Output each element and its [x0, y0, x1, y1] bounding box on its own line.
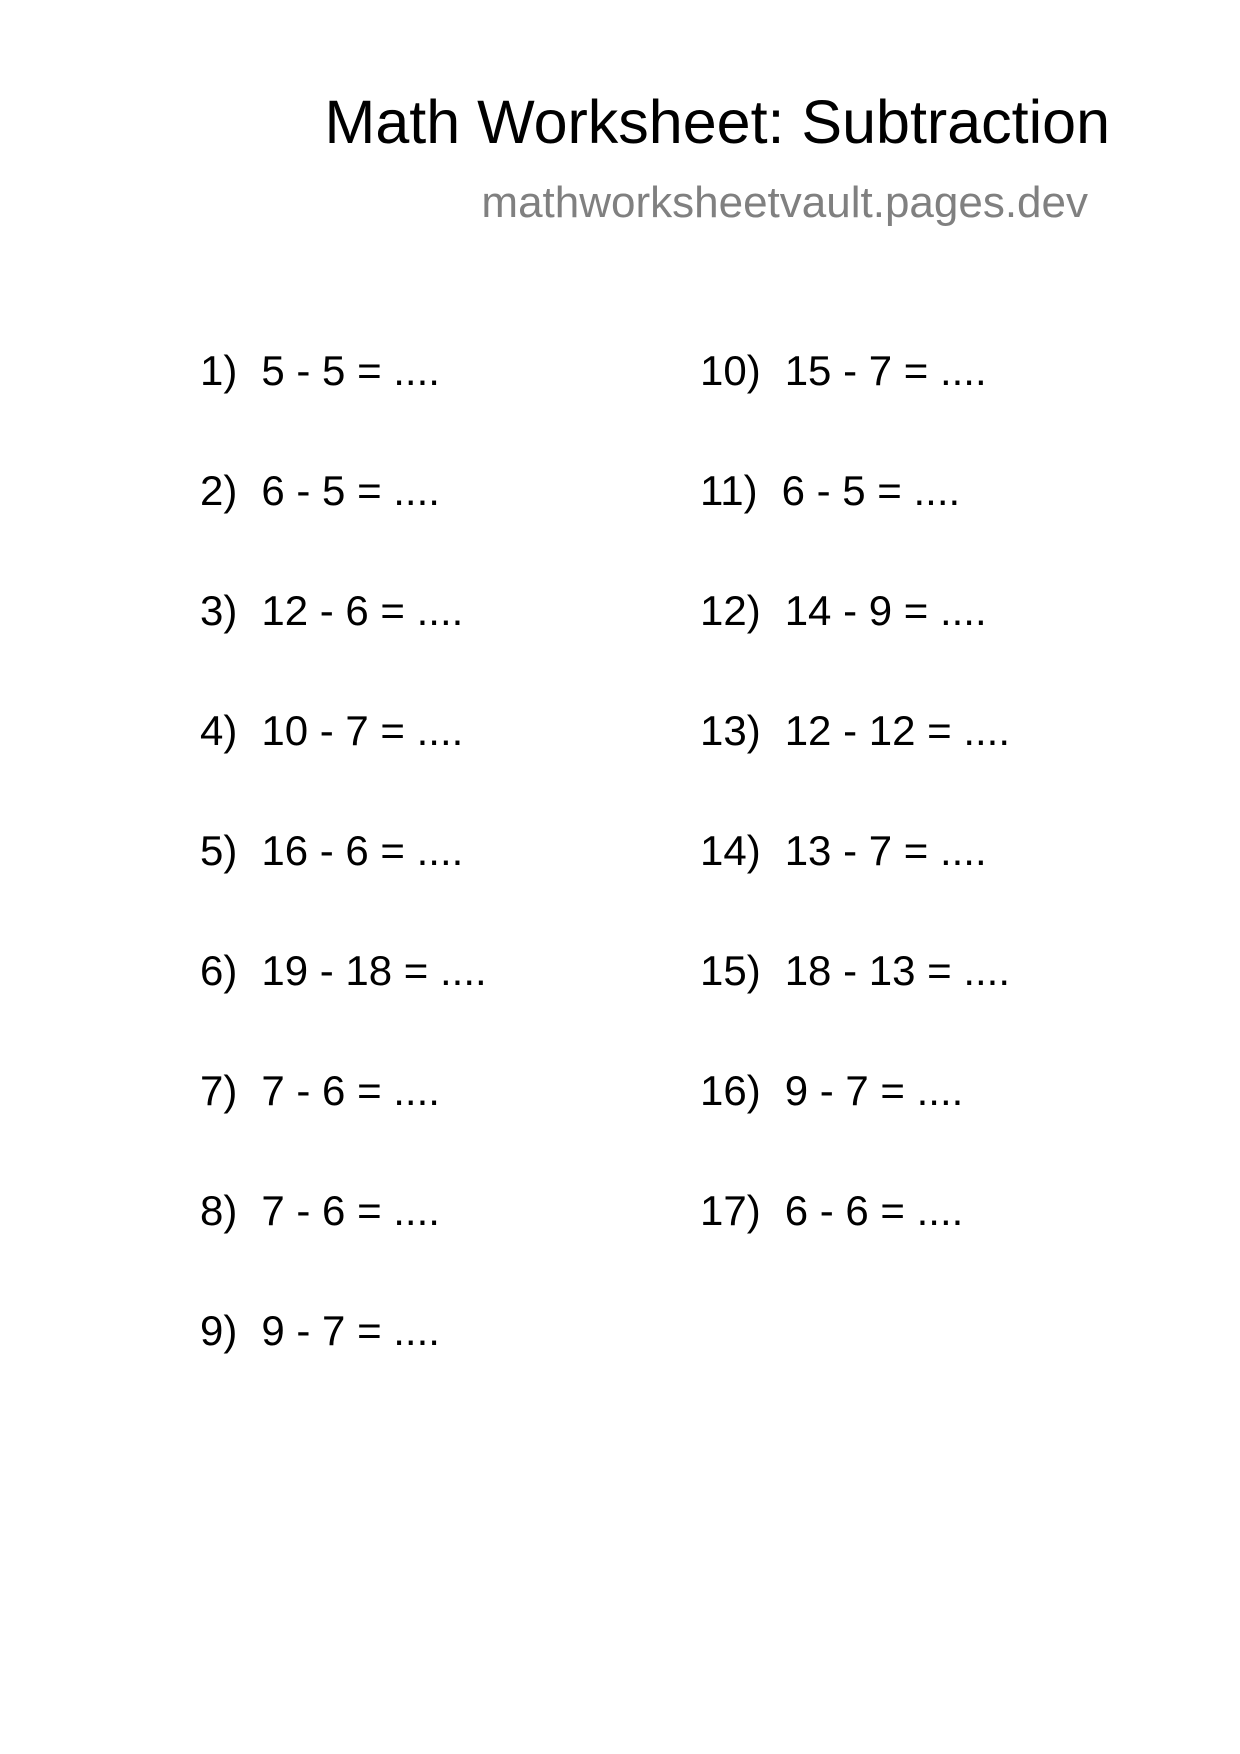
- website-url: mathworksheetvault.pages.dev: [481, 178, 1088, 227]
- problem-17: [700, 1187, 1010, 1310]
- problem-expression: 15 - 7 = ....: [784, 347, 987, 394]
- problem-number: 15): [700, 947, 761, 994]
- problem-number: 7): [200, 1067, 238, 1114]
- problem-column-left: [200, 347, 487, 1430]
- worksheet-header: [324, 88, 1110, 227]
- problem-number: 16): [700, 1067, 761, 1114]
- problem-12: [700, 587, 1010, 710]
- problem-expression: 13 - 7 = ....: [784, 827, 987, 874]
- problem-expression: 6 - 5 = ....: [781, 467, 961, 514]
- problem-number: 1): [200, 347, 238, 394]
- problem-expression: 12 - 12 = ....: [784, 707, 1011, 754]
- problem-14: [700, 827, 1010, 950]
- problem-number: 9): [200, 1307, 238, 1354]
- problem-2: [200, 467, 487, 590]
- problem-13: [700, 707, 1011, 830]
- problem-10: [700, 347, 1010, 470]
- problem-number: 5): [200, 827, 238, 874]
- problem-9: [200, 1307, 487, 1430]
- problem-number: 3): [200, 587, 238, 634]
- problem-number: 4): [200, 707, 238, 754]
- problem-11: [700, 467, 1010, 590]
- problem-7: [200, 1067, 487, 1190]
- problem-expression: 19 - 18 = ....: [261, 947, 487, 994]
- problem-expression: 14 - 9 = ....: [784, 587, 987, 634]
- problem-number: 11): [700, 467, 758, 514]
- problem-expression: 10 - 7 = ....: [261, 707, 464, 754]
- problem-8: [200, 1187, 487, 1310]
- problem-15: [700, 947, 1011, 1070]
- problem-expression: 6 - 6 = ....: [784, 1187, 964, 1234]
- problem-4: [200, 707, 487, 830]
- problem-number: 10): [700, 347, 761, 394]
- problem-3: [200, 587, 487, 710]
- problem-6: [200, 947, 487, 1070]
- problem-expression: 16 - 6 = ....: [261, 827, 464, 874]
- problem-expression: 6 - 5 = ....: [261, 467, 440, 514]
- problem-number: 6): [200, 947, 238, 994]
- problem-expression: 7 - 6 = ....: [261, 1187, 440, 1234]
- problem-column-right: [700, 347, 1011, 1310]
- problem-expression: 9 - 7 = ....: [784, 1067, 964, 1114]
- problem-expression: 18 - 13 = ....: [784, 947, 1011, 994]
- problem-number: 2): [200, 467, 238, 514]
- problem-expression: 9 - 7 = ....: [261, 1307, 440, 1354]
- problem-number: 13): [700, 707, 761, 754]
- problem-16: [700, 1067, 1010, 1190]
- problem-expression: 12 - 6 = ....: [261, 587, 464, 634]
- problem-expression: 5 - 5 = ....: [261, 347, 440, 394]
- problem-number: 12): [700, 587, 761, 634]
- problem-number: 17): [700, 1187, 761, 1234]
- page-title: Math Worksheet: Subtraction: [324, 88, 1110, 156]
- problem-1: [200, 347, 487, 470]
- problem-5: [200, 827, 487, 950]
- problem-number: 8): [200, 1187, 238, 1234]
- problem-number: 14): [700, 827, 761, 874]
- problem-expression: 7 - 6 = ....: [261, 1067, 440, 1114]
